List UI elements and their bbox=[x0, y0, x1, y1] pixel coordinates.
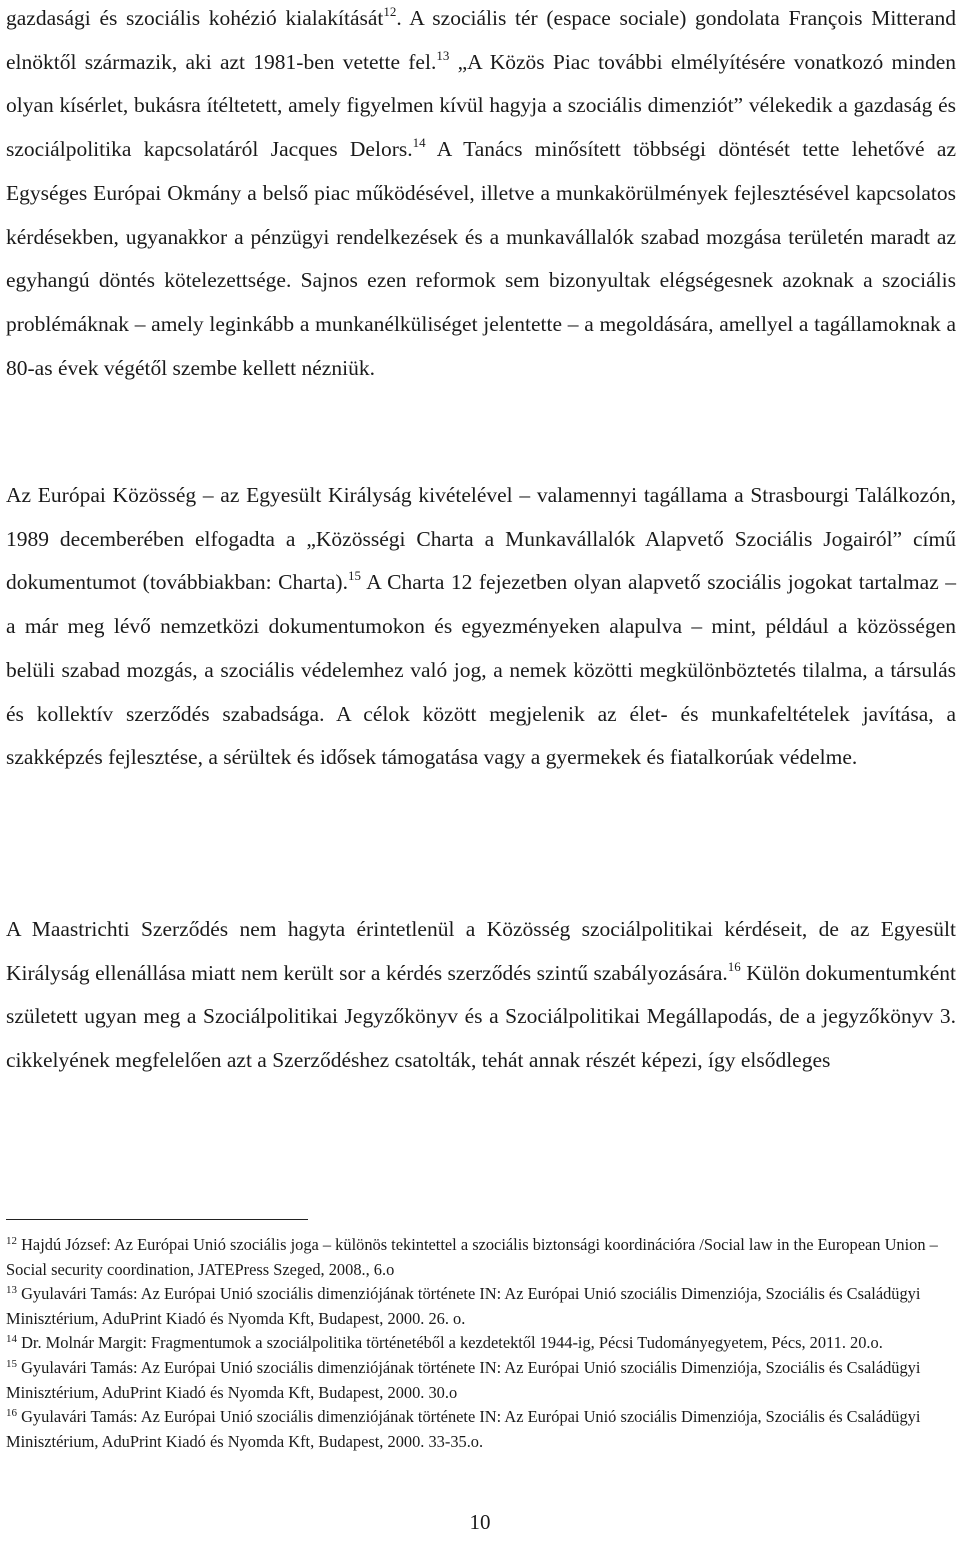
paragraph-maastricht-treaty bbox=[6, 908, 956, 1083]
paragraph-text: Az Európai Közösség – az Egyesült Királyság kivételével – valamennyi tagállama a Strasbourgi Találkozón, 1989 decemberében elfogadta a „Közösségi Charta a Munkavállalók Alapvető Szociális Jogairól” című dokumentumot (továbbiakban: Charta). bbox=[6, 483, 956, 595]
paragraph-social-space bbox=[6, 0, 956, 390]
footnote-text: Dr. Molnár Margit: Fragmentumok a szociálpolitika történetéből a kezdetektől 1944-ig, Pécsi Tudományegyetem, Pécs, 2011. 20.o. bbox=[17, 1333, 883, 1353]
footnote-text: Gyulavári Tamás: Az Európai Unió szociális dimenziójának története IN: Az Európai Unió szociális Dimenziója, Szociális és Családügyi Minisztérium, AduPrint Kiadó és Nyomda Kft, Budapest, 2000. 30.o bbox=[6, 1357, 921, 1402]
paragraph-text: A Tanács minősített többségi döntését tette lehetővé az Egységes Európai Okmány a belső piac működésével, illetve a munkakörülmények fejlesztésével kapcsolatos kérdésekben, ugyanakkor a pénzügyi rendelkezések és a munkavállalók szabad mozgása területén maradt az egyhangú döntés kötelezettsége. Sajnos ezen reformok sem bizonyultak elégségesnek azoknak a szociális problémáknak – amely leginkább a munkanélküliséget jelentette – a megoldására, amellyel a tagállamoknak a 80-as évek végétől szembe kellett nézniük. bbox=[6, 137, 956, 380]
footnote-14 bbox=[6, 1331, 956, 1356]
footnote-15 bbox=[6, 1356, 956, 1405]
footnote-marker: 15 bbox=[6, 1357, 17, 1370]
footnote-text: Gyulavári Tamás: Az Európai Unió szociális dimenziójának története IN: Az Európai Unió szociális Dimenziója, Szociális és Családügyi Minisztérium, AduPrint Kiadó és Nyomda Kft, Budapest, 2000. 33-35.o. bbox=[6, 1407, 921, 1451]
paragraph-text: „A Közös Piac további elmélyítésére vonatkozó minden olyan kísérlet, bukásra ítéltetett, amely figyelmen kívül hagyja a szociális dimenziót” vélekedik a gazdaság és szociálpolitika kapcsolatáról Jacques Delors. bbox=[6, 49, 957, 162]
paragraph-text: gazdasági és szociális kohézió kialakítását bbox=[6, 6, 384, 30]
paragraph-text: . A szociális tér (espace sociale) gondolata François Mitterand elnöktől származik, aki azt 1981-ben vetette fel. bbox=[6, 6, 956, 74]
paragraph-text: Külön dokumentumként született ugyan meg a Szociálpolitikai Jegyzőkönyv és a Szociálpolitikai Megállapodás, de a jegyzőkönyv 3. cikkelyének megfelelően azt a Szerződéshez csatolták, tehát annak részét képezi, így elsődleges bbox=[6, 960, 956, 1073]
footnote-12 bbox=[6, 1233, 956, 1282]
page-number: 10 bbox=[469, 1510, 491, 1534]
footnote-reference: 13 bbox=[436, 47, 450, 63]
footnote-separator bbox=[6, 1219, 308, 1220]
footnote-13 bbox=[6, 1282, 956, 1331]
paragraph-text: A Maastrichti Szerződés nem hagyta érintetlenül a Közösség szociálpolitikai kérdéseit, de az Egyesült Királyság ellenállása miatt nem került sor a kérdés szerződés szintű szabályozására. bbox=[6, 917, 956, 985]
footnote-marker: 13 bbox=[6, 1284, 17, 1297]
footnote-text: Hajdú József: Az Európai Unió szociális joga – különös tekintettel a szociális biztonsági koordinációra /Social law in the European Union – Social security coordination, JATEPress Szeged, 2008., 6.o bbox=[6, 1235, 938, 1279]
footnote-marker: 16 bbox=[6, 1407, 17, 1420]
footnote-text: Gyulavári Tamás: Az Európai Unió szociális dimenziójának története IN: Az Európai Unió szociális Dimenziója, Szociális és Családügyi Minisztérium, AduPrint Kiadó és Nyomda Kft, Budapest, 2000. 26. o. bbox=[6, 1284, 921, 1328]
footnote-marker: 14 bbox=[6, 1333, 17, 1346]
footnote-reference: 16 bbox=[727, 958, 741, 974]
paragraph-text: A Charta 12 fejezetben olyan alapvető szociális jogokat tartalmaz – a már meg lévő nemzetközi dokumentumokon és egyezményeken alapulva – mint, például a közösségen belüli szabad mozgás, a szociális védelemhez való jog, a nemek közötti megkülönböztetés tilalma, a társulás és kollektív szerződés szabadsága. A célok között megjelenik az élet- és munkafeltételek javítása, a szakképzés fejlesztése, a sérültek és idősek támogatása vagy a gyermekek és fiatalkorúak védelme. bbox=[6, 570, 956, 770]
footnote-reference: 12 bbox=[383, 4, 397, 19]
footnote-marker: 12 bbox=[6, 1235, 17, 1247]
footnotes bbox=[6, 1233, 956, 1454]
footnote-reference: 14 bbox=[412, 135, 426, 151]
paragraph-community-charter bbox=[6, 474, 956, 780]
footnote-reference: 15 bbox=[347, 568, 361, 584]
footnote-16 bbox=[6, 1405, 956, 1454]
